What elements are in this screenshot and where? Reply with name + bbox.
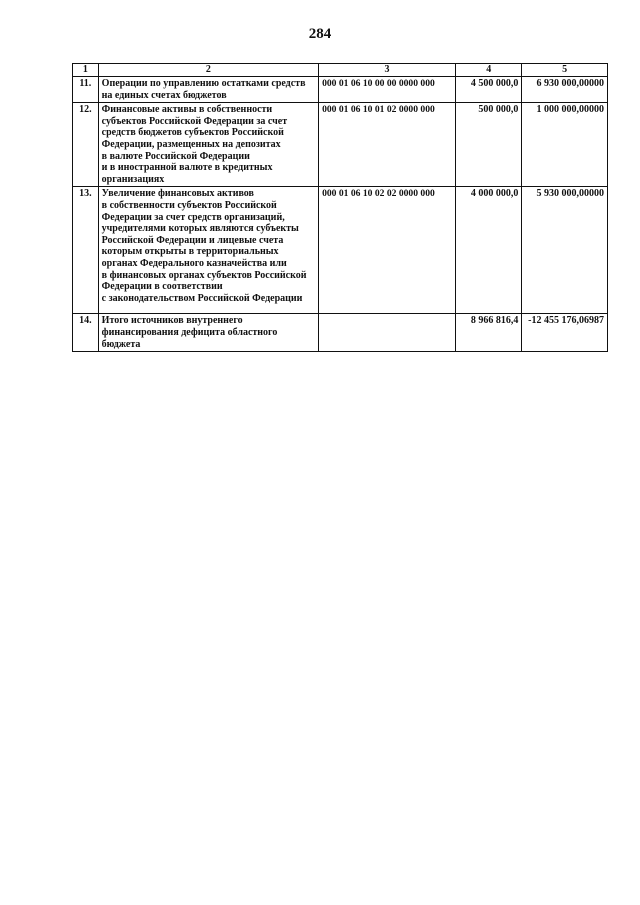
row-number: 13. (73, 187, 99, 314)
row-name-line: Федерации, размещенных на депозитах (101, 138, 281, 150)
row-name-line: средств бюджетов субъектов Российской (101, 127, 284, 139)
column-header-2: 2 (98, 64, 318, 77)
row-name-line: субъектов Российской Федерации за счет (101, 115, 288, 127)
column-header-1: 1 (73, 64, 99, 77)
row-name-line: которым открыты в территориальных (101, 246, 279, 258)
row-name-line: Российской Федерации и лицевые счета (101, 234, 284, 246)
row-name-line: на единых счетах бюджетов (101, 89, 227, 101)
table-header-row (73, 64, 608, 77)
row-name-line: бюджета (101, 338, 141, 350)
row-name (98, 187, 318, 314)
row-name-line: учредителями которых являются субъекты (101, 223, 299, 235)
row-name-line: Увеличение финансовых активов (101, 188, 254, 200)
row-number: 14. (73, 314, 99, 352)
row-code: 000 01 06 10 00 00 0000 000 (319, 77, 456, 103)
row-name-line: с законодательством Российской Федерации (101, 292, 303, 304)
row-name-line: финансирования дефицита областного (101, 326, 278, 338)
row-number: 12. (73, 103, 99, 187)
row-value-5: 5 930 000,00000 (522, 187, 608, 314)
row-name-line: организациях (101, 173, 165, 185)
row-name-line: Федерации за счет средств организаций, (101, 211, 285, 223)
row-code: 000 01 06 10 01 02 0000 000 (319, 103, 456, 187)
row-name-line: Федерации в соответствии (101, 281, 223, 293)
row-name-line: в валюте Российской Федерации (101, 150, 250, 162)
table-row-total (73, 314, 608, 352)
row-name (98, 77, 318, 103)
row-name (98, 314, 318, 352)
row-value-4: 500 000,0 (456, 103, 522, 187)
row-value-5: -12 455 176,06987 (522, 314, 608, 352)
row-value-5: 6 930 000,00000 (522, 77, 608, 103)
row-code (319, 314, 456, 352)
table-row (73, 103, 608, 187)
row-name (98, 103, 318, 187)
row-name-line: Операции по управлению остатками средств (101, 78, 306, 89)
page-number: 284 (308, 26, 332, 42)
row-name-line: и в иностранной валюте в кредитных (101, 162, 273, 174)
row-name-line: Итого источников внутреннего (101, 315, 243, 327)
row-code: 000 01 06 10 02 02 0000 000 (319, 187, 456, 314)
row-name-line: органах Федерального казначейства или (101, 257, 287, 269)
column-header-4: 4 (456, 64, 522, 77)
row-name-line: в финансовых органах субъектов Российской (101, 269, 307, 281)
row-value-4: 8 966 816,4 (456, 314, 522, 352)
column-header-5: 5 (522, 64, 608, 77)
sources-table (72, 63, 608, 352)
table-row (73, 77, 608, 103)
row-value-4: 4 500 000,0 (456, 77, 522, 103)
column-header-3: 3 (319, 64, 456, 77)
row-name-line: в собственности субъектов Российской (101, 199, 277, 211)
row-value-4: 4 000 000,0 (456, 187, 522, 314)
row-value-5: 1 000 000,00000 (522, 103, 608, 187)
row-name-line: Финансовые активы в собственности (101, 104, 273, 116)
row-number: 11. (73, 77, 99, 103)
table-row (73, 187, 608, 314)
